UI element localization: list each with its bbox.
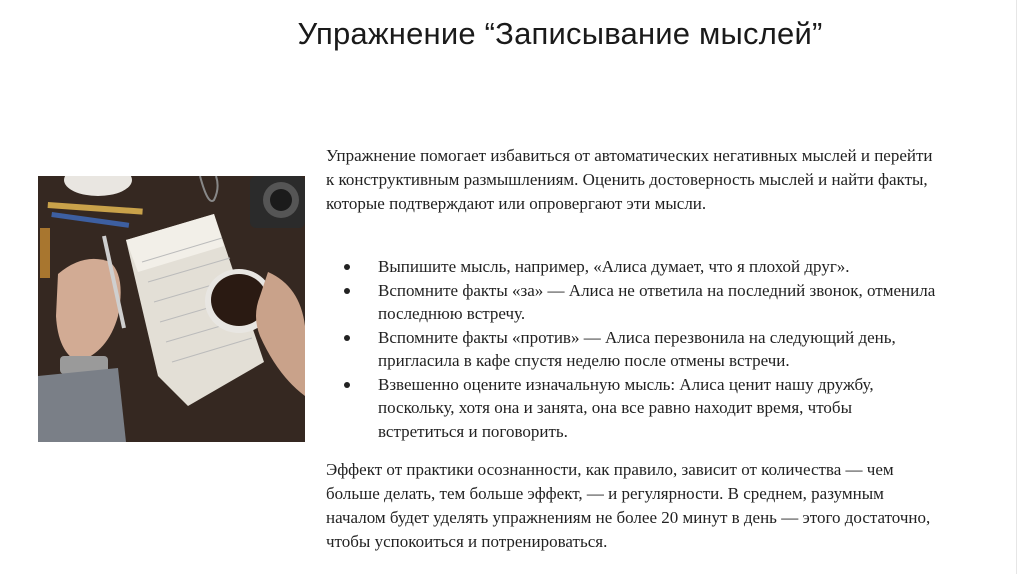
bullet-line: Выпишите мысль, например, «Алиса думает, что я плохой друг». — [378, 257, 850, 276]
bullet-line: последнюю встречу. — [378, 304, 526, 323]
bullet-dot-icon — [344, 288, 350, 294]
bullet-item — [326, 255, 996, 279]
intro-line: которые подтверждают или опровергают эти мысли. — [326, 194, 707, 213]
intro-line: к конструктивным размышлениям. Оценить достоверность мыслей и найти факты, — [326, 170, 928, 189]
conclusion-paragraph — [326, 458, 996, 554]
bullet-item — [326, 373, 996, 444]
bullet-line: пригласила в кафе спустя неделю после отмены встречи. — [378, 351, 790, 370]
photo-person-writing-notebook-with-coffee — [38, 176, 305, 442]
bullet-item — [326, 326, 996, 373]
bullet-dot-icon — [344, 264, 350, 270]
outro-line: больше делать, тем больше эффект, — и регулярности. В среднем, разумным — [326, 484, 884, 503]
bullet-dot-icon — [344, 382, 350, 388]
bullet-item — [326, 279, 996, 326]
outro-line: началом будет уделять упражнениям не более 20 минут в день — этого достаточно, — [326, 508, 931, 527]
slide-title: Упражнение “Записывание мыслей” — [297, 16, 823, 51]
bullet-line: встретиться и поговорить. — [378, 421, 568, 441]
outro-line: чтобы успокоиться и потренироваться. — [326, 532, 608, 551]
bullet-line: Вспомните факты «против» — Алиса перезвонила на следующий день, — [378, 327, 896, 347]
bullet-line: Взвешенно оцените изначальную мысль: Алиса ценит нашу дружбу, — [378, 374, 874, 394]
bullet-line: поскольку, хотя она и занята, она все равно находит время, чтобы — [378, 398, 852, 417]
outro-line: Эффект от практики осознанности, как правило, зависит от количества — чем — [326, 460, 894, 479]
bullet-line: Вспомните факты «за» — Алиса не ответила на последний звонок, отменила — [378, 280, 936, 300]
intro-line: Упражнение помогает избавиться от автоматических негативных мыслей и перейти — [326, 146, 933, 165]
slide-edge-divider — [1016, 0, 1017, 574]
intro-paragraph — [326, 144, 996, 216]
bullet-dot-icon — [344, 335, 350, 341]
steps-bullet-list — [326, 255, 996, 443]
